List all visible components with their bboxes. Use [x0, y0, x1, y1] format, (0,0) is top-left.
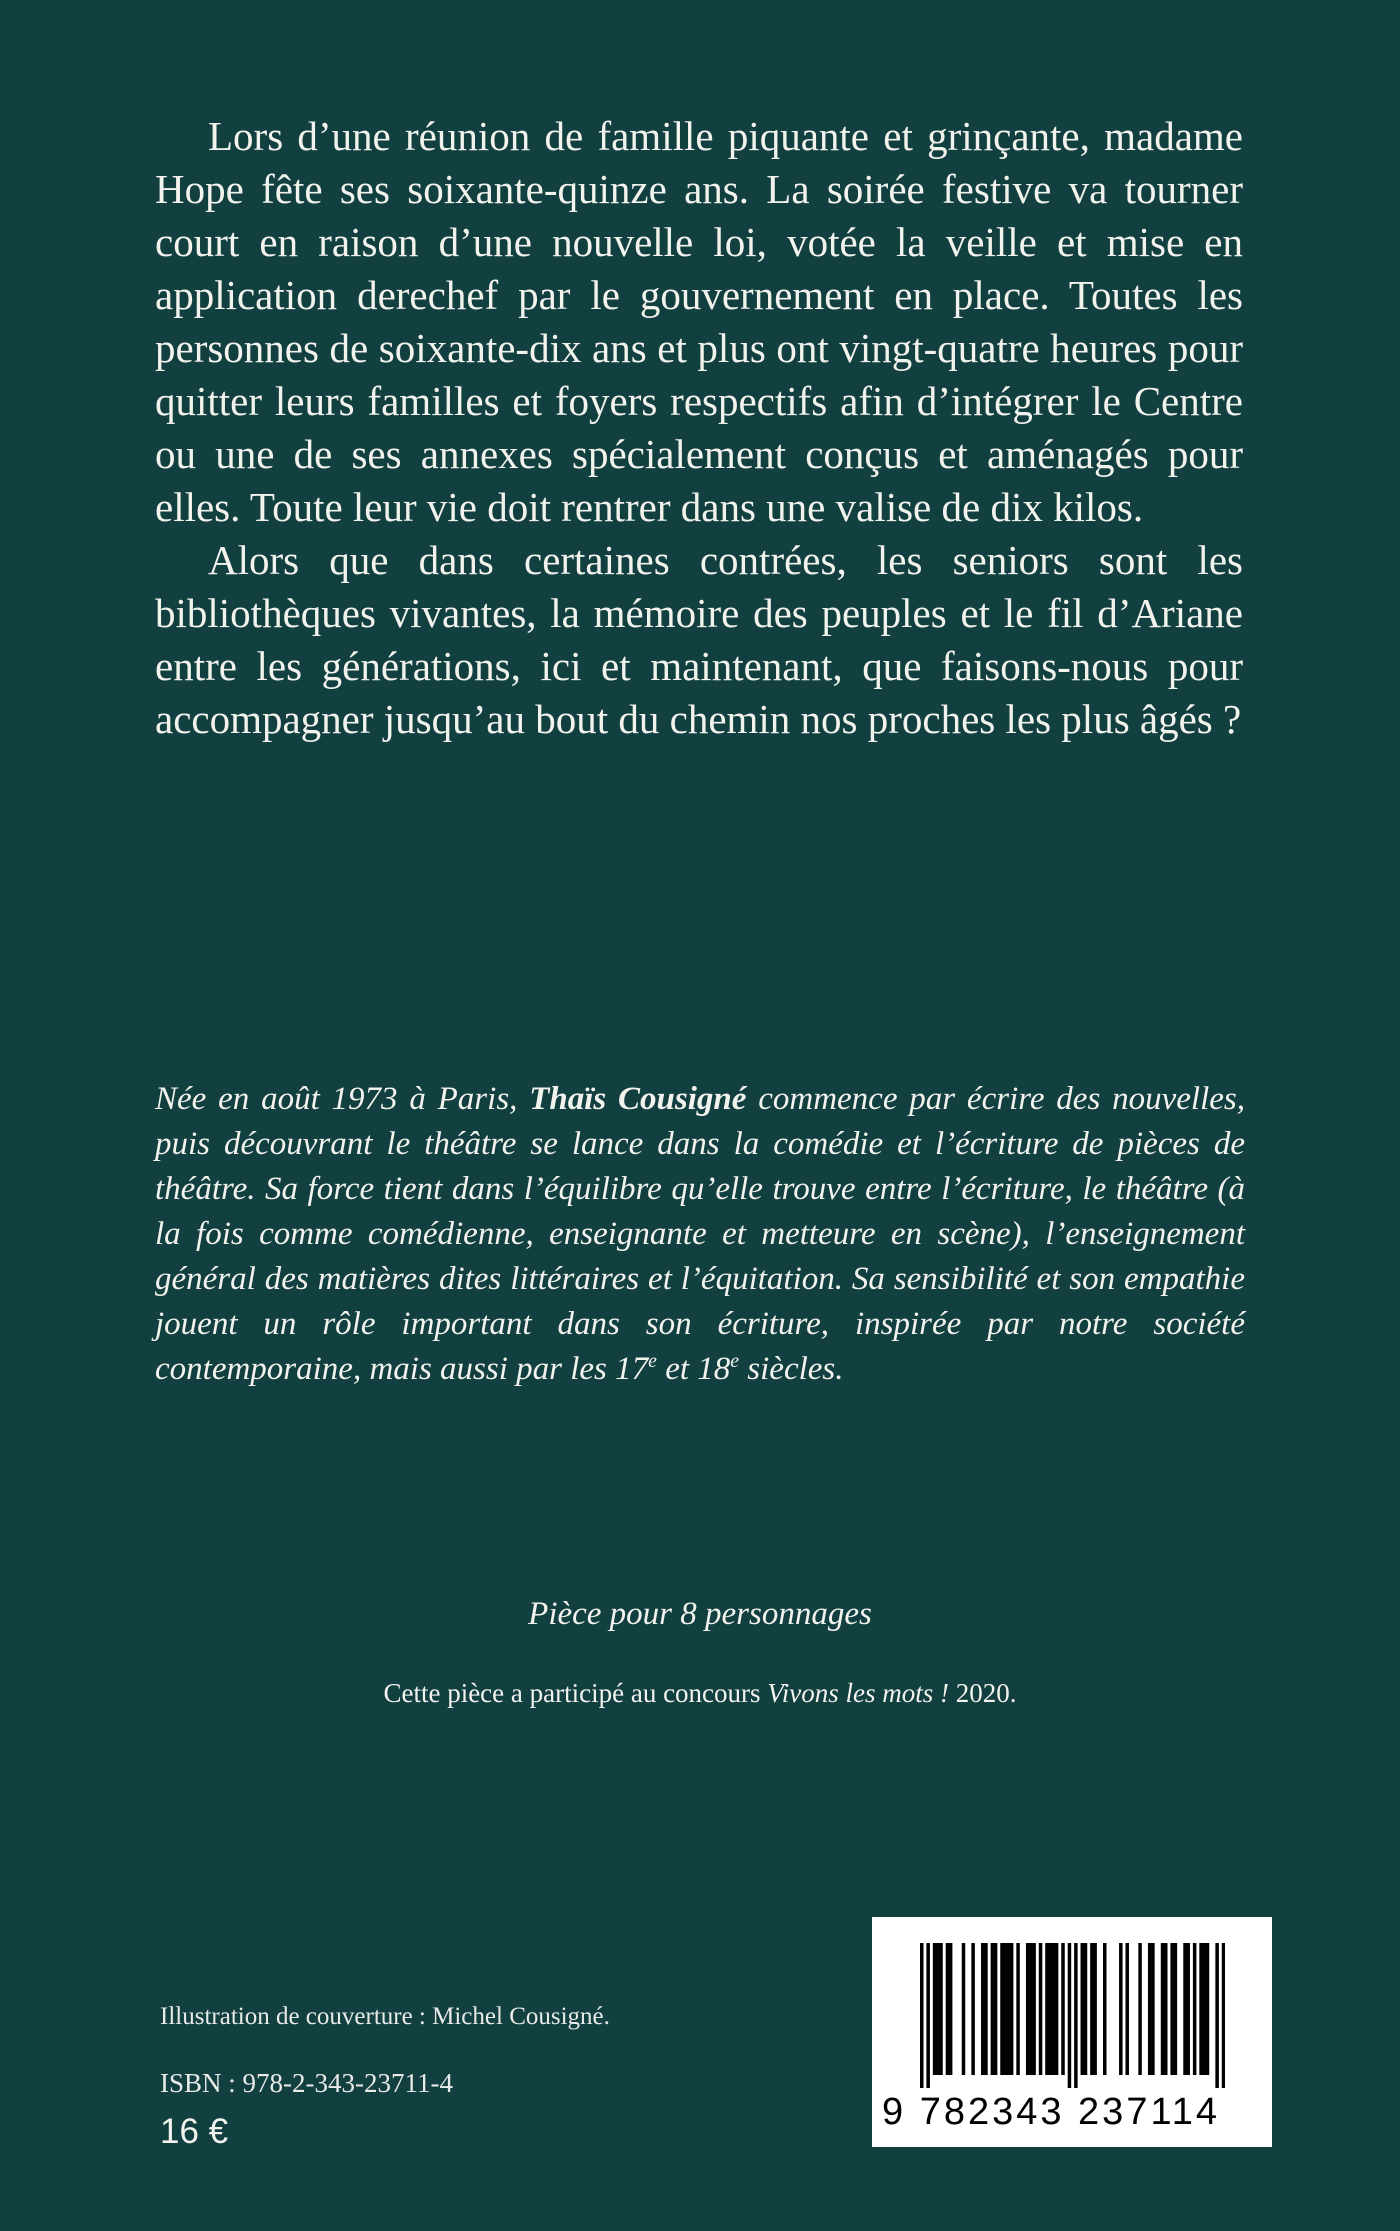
barcode-bar [1148, 1943, 1152, 2075]
barcode-bar [1199, 1943, 1203, 2075]
barcode-bar [1170, 1943, 1174, 2075]
barcode-bar [1052, 1943, 1056, 2075]
barcode-bar [1061, 1943, 1065, 2075]
barcode-bar [936, 1943, 940, 2075]
barcode-bar [971, 1943, 975, 2075]
barcode-bar [962, 1943, 966, 2075]
barcode [872, 1917, 1272, 2147]
barcode-bar [1090, 1943, 1094, 2075]
bio-superscript: e [730, 1350, 740, 1372]
barcode-bar [1068, 1943, 1072, 2088]
barcode-bar [1045, 1943, 1049, 2075]
barcode-bar [1048, 1943, 1052, 2075]
summary-paragraph: Alors que dans certaines contrées, les seniors sont les bibliothèques vivantes, la mémoire des peuples et le fil d’Ariane entre les générations, ici et maintenant, que faisons-nous pour accompagner jusqu’au bout du chemin nos proches les plus âgés ? [155, 537, 1243, 742]
contest-suffix: 2020. [949, 1678, 1017, 1708]
barcode-bar [1119, 1943, 1123, 2075]
barcode-bar [1029, 1943, 1033, 2075]
summary-paragraph: Lors d’une réunion de famille piquante et grinçante, madame Hope fête ses soixante-quinze ans. La soirée festive va tourner court en raison d’une nouvelle loi, votée la veille et mise en application derechef par le gouvernement en place. Toutes les personnes de soixante-dix ans et plus ont vingt-quatre heures pour quitter leurs familles et foyers respectifs afin d’intégrer le Centre ou une de ses annexes spécialement conçus et aménagés pour elles. Toute leur vie doit rentrer dans une valise de dix kilos. [155, 113, 1243, 530]
barcode-bar [1222, 1943, 1225, 2088]
barcode-bar [1081, 1943, 1085, 2075]
barcode-bar [1007, 1943, 1011, 2075]
barcode-bar [1003, 1943, 1007, 2075]
barcode-bar [939, 1943, 943, 2075]
barcode-bar [984, 1943, 988, 2075]
barcode-bar [1183, 1943, 1187, 2075]
bio-intro: Née en août 1973 à Paris, [155, 1081, 530, 1117]
barcode-bar [1193, 1943, 1197, 2075]
barcode-bar [1174, 1943, 1178, 2075]
barcode-bar [949, 1943, 953, 2075]
barcode-bar [1055, 1943, 1059, 2075]
barcode-bar [1039, 1943, 1043, 2075]
contest-prefix: Cette pièce a participé au concours [383, 1678, 768, 1708]
barcode-bar [946, 1943, 950, 2075]
barcode-bar [926, 1943, 930, 2088]
barcode-bar [1093, 1943, 1097, 2075]
barcode-bar [1026, 1943, 1030, 2075]
barcode-bar [1016, 1943, 1020, 2075]
barcode-bar [1032, 1943, 1036, 2075]
contest-name: Vivons les mots ! [767, 1678, 950, 1708]
bio-superscript: e [648, 1350, 657, 1372]
barcode-bar [920, 1943, 924, 2088]
bio-body: commence par écrire des nouvelles, puis découvrant le théâtre se lance dans la comédie et l’écriture de pièces de théâtre. Sa force tient dans l’équilibre qu’elle trouve entre l’écriture, le théâtre (à la fois comme comédienne, enseignante et metteure en scène), l’enseignement général des matières dites littéraires et l’équitation. Sa sensibilité et son empathie jouent un rôle important dans son écriture, inspirée par notre société contemporaine, mais aussi par les 17 [155, 1081, 1245, 1387]
barcode-bar [1000, 1943, 1004, 2075]
barcode-bar [1164, 1943, 1168, 2075]
barcode-bar [991, 1943, 995, 2075]
barcode-bar [1203, 1943, 1207, 2075]
barcode-bar [1074, 1943, 1078, 2088]
barcode-bar [994, 1943, 998, 2075]
barcode-bar [1138, 1943, 1142, 2075]
barcode-bar [1010, 1943, 1014, 2075]
contest-note [0, 1678, 1400, 1709]
price: 16 € [160, 2112, 229, 2151]
barcode-bar [1125, 1943, 1129, 2075]
barcode-bar [1084, 1943, 1088, 2075]
barcode-bar [1103, 1943, 1107, 2075]
author-name: Thaïs Cousigné [529, 1081, 747, 1117]
author-biography [155, 1077, 1245, 1392]
barcode-digits: 9 782343 237114 [882, 2091, 1221, 2133]
barcode-bar [1161, 1943, 1165, 2075]
barcode-bar [1206, 1943, 1210, 2075]
barcode-bars [920, 1943, 1225, 2088]
isbn: ISBN : 978-2-343-23711-4 [160, 2068, 453, 2098]
bio-end: siècles. [739, 1351, 844, 1387]
bio-mid: et 18 [656, 1351, 731, 1387]
barcode-bar [1151, 1943, 1155, 2075]
barcode-bar [1186, 1943, 1190, 2075]
illustration-credit: Illustration de couverture : Michel Cousigné. [160, 2003, 610, 2030]
back-cover-summary [155, 110, 1243, 746]
barcode-bar [1215, 1943, 1219, 2088]
barcode-bar [981, 1943, 985, 2075]
character-count: Pièce pour 8 personnages [528, 1596, 872, 1632]
barcode-bar [933, 1943, 937, 2075]
